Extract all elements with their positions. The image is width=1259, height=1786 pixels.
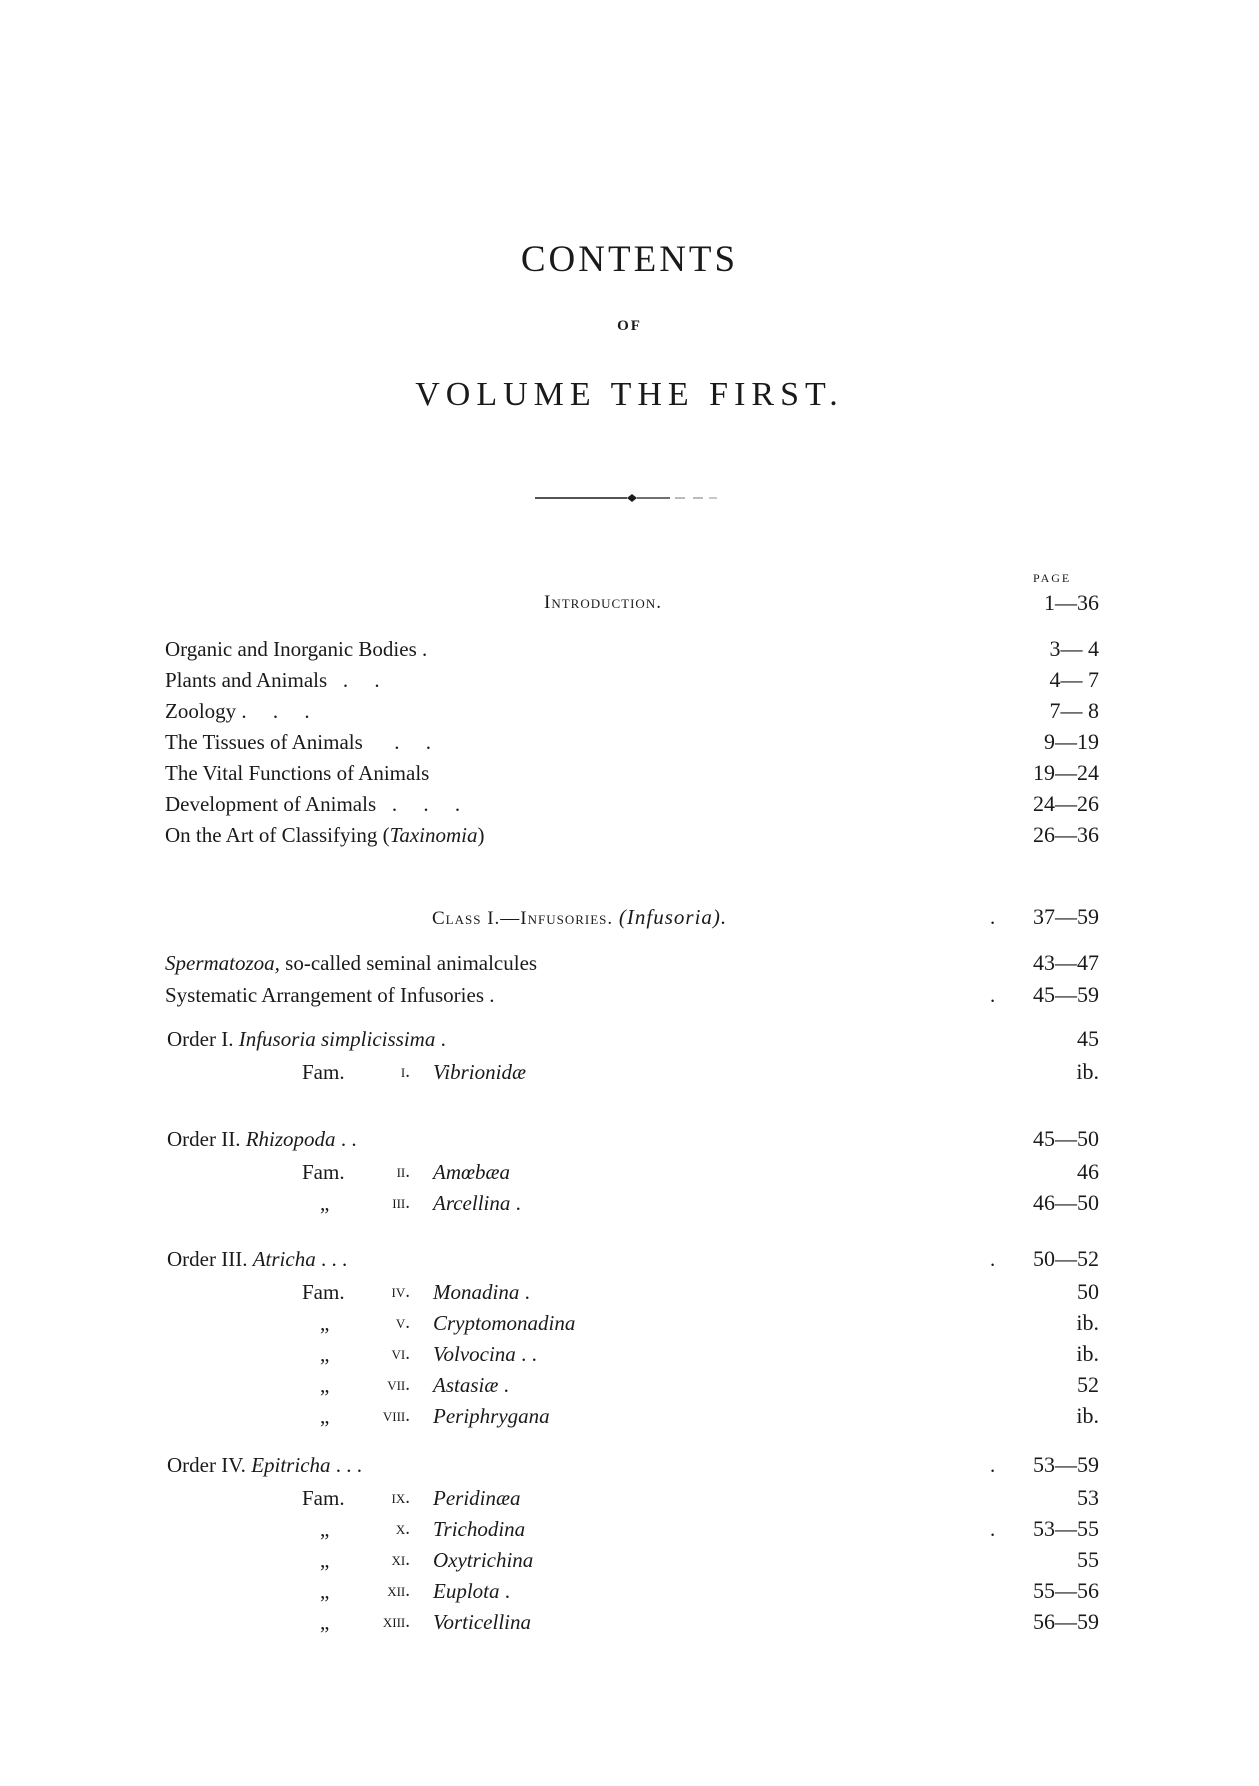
entry-text: The Vital Functions of Animals (165, 761, 430, 785)
leader-dots: . . (327, 668, 380, 692)
family-entry (0, 1370, 1259, 1400)
family-entry (0, 1401, 1259, 1431)
order-title: Order II. (167, 1127, 246, 1151)
entry-italic: Taxinomia (389, 823, 478, 847)
leader-dots: . . . (315, 1247, 348, 1271)
toc-entry (0, 696, 1259, 726)
page-range: 45—50 (1033, 1126, 1099, 1151)
page-title: CONTENTS (520, 239, 739, 280)
order-label (167, 1450, 362, 1480)
volume-title: VOLUME THE FIRST. (415, 376, 844, 413)
family-name: Cryptomonadina (433, 1311, 576, 1335)
family-name-wrap (433, 1308, 575, 1338)
family-name-wrap (433, 1157, 510, 1187)
family-prefix: Fam. (302, 1486, 345, 1510)
section-heading-label (432, 902, 727, 934)
order-label (167, 1244, 347, 1274)
family-number: vi. (391, 1343, 410, 1364)
family-entry (0, 1339, 1259, 1369)
family-name: Vorticellina (433, 1610, 531, 1634)
entry-text: On the Art of Classifying ( (165, 823, 390, 847)
entry-label (165, 789, 460, 819)
entry-label (165, 980, 495, 1010)
order-entry (0, 1450, 1259, 1480)
page-range: 45—59 (1033, 982, 1099, 1007)
leader-dots: . (510, 1191, 521, 1215)
family-name: Vibrionidæ (433, 1060, 526, 1084)
page-range: 52 (1077, 1372, 1099, 1397)
family-entry (0, 1545, 1259, 1575)
entry-text: so-called seminal animalcules (279, 951, 538, 975)
order-name: Infusoria simplicissima (238, 1027, 436, 1051)
entry-text: Systematic Arrangement of Infusories (165, 983, 484, 1007)
leader-dots: . (416, 637, 428, 661)
class-heading-italic: (Infusoria). (618, 905, 728, 929)
toc-entry (0, 789, 1259, 819)
leader-dots: . (499, 1579, 510, 1603)
page-range: 24—26 (1033, 791, 1099, 816)
entry-label (165, 948, 537, 978)
family-number: v. (395, 1312, 410, 1333)
family-name: Astasiæ (433, 1373, 499, 1397)
family-name: Euplota (433, 1579, 500, 1603)
page-range: 53—59 (1033, 1452, 1099, 1477)
leader-dots: . (435, 1027, 446, 1051)
family-number: iv. (391, 1281, 410, 1302)
toc-entry (0, 665, 1259, 695)
family-entry (0, 1607, 1259, 1637)
order-name: Rhizopoda (245, 1127, 336, 1151)
page-range: 4— 7 (1049, 667, 1099, 692)
title-of: OF (617, 318, 642, 334)
family-name: Oxytrichina (433, 1548, 534, 1572)
page-range: 55 (1077, 1547, 1099, 1572)
page-range: ib. (1076, 1403, 1099, 1428)
entry-italic: Spermatozoa, (165, 951, 280, 975)
family-prefix: „ (320, 1342, 330, 1366)
leader-dot: . (990, 1247, 996, 1271)
order-title: Order III. (167, 1247, 253, 1271)
leader-dots: . (519, 1280, 530, 1304)
leader-dot: . (990, 1453, 996, 1477)
toc-entry (0, 948, 1259, 978)
leader-dots: . . . (376, 792, 461, 816)
leader-dots: . (498, 1373, 509, 1397)
page-range: 9—19 (1044, 729, 1099, 754)
entry-label (165, 758, 429, 788)
leader-dots: . . (335, 1127, 357, 1151)
family-name-wrap (433, 1188, 521, 1218)
family-name-wrap (433, 1401, 550, 1431)
family-number: xiii. (382, 1611, 410, 1632)
entry-label (165, 696, 310, 726)
section-heading-introduction (0, 588, 1259, 618)
page-range: 53 (1077, 1485, 1099, 1510)
page-range: 3— 4 (1049, 636, 1099, 661)
family-name: Monadina (433, 1280, 520, 1304)
family-name: Peridinæa (433, 1486, 521, 1510)
family-name-wrap (433, 1370, 509, 1400)
leader-dots: . . . (330, 1453, 363, 1477)
entry-text-after: ) (477, 823, 485, 847)
family-prefix: Fam. (302, 1060, 345, 1084)
page-range: 50—52 (1033, 1246, 1099, 1271)
toc-entry (0, 758, 1259, 788)
family-number: xii. (387, 1580, 410, 1601)
page-range: 37—59 (1033, 904, 1099, 929)
family-prefix: „ (320, 1404, 330, 1428)
page-range: 19—24 (1033, 760, 1099, 785)
entry-label (165, 820, 484, 850)
toc-entry (0, 820, 1259, 850)
toc-entry (0, 980, 1259, 1010)
family-number: viii. (382, 1405, 410, 1426)
family-name-wrap (433, 1514, 525, 1544)
page-range: 43—47 (1033, 950, 1099, 975)
entry-label (165, 634, 427, 664)
page-range: 53—55 (1033, 1516, 1099, 1541)
family-prefix: „ (320, 1311, 330, 1335)
leader-dot: . (990, 1517, 996, 1541)
page-range: ib. (1076, 1341, 1099, 1366)
entry-text: Organic and Inorganic Bodies (165, 637, 417, 661)
family-entry (0, 1308, 1259, 1338)
entry-text: The Tissues of Animals (165, 730, 363, 754)
page-range: 50 (1077, 1279, 1099, 1304)
order-label (167, 1124, 357, 1154)
family-number: iii. (392, 1192, 410, 1213)
family-number: x. (395, 1518, 410, 1539)
family-number: xi. (391, 1549, 410, 1570)
page-range: ib. (1076, 1059, 1099, 1084)
leader-dots: . (484, 983, 495, 1007)
page-range: ib. (1076, 1310, 1099, 1335)
leader-dots: . . . (236, 699, 310, 723)
section-heading-class-1 (0, 902, 1259, 932)
family-name: Trichodina (433, 1517, 526, 1541)
family-number: vii. (387, 1374, 410, 1395)
family-name-wrap (433, 1607, 531, 1637)
ornament-divider-icon (535, 492, 735, 504)
family-name-wrap (433, 1483, 521, 1513)
entry-label (165, 665, 380, 695)
page-column-header: PAGE (1033, 571, 1072, 585)
family-prefix: „ (320, 1579, 330, 1603)
order-entry (0, 1244, 1259, 1274)
family-number: i. (400, 1061, 410, 1082)
toc-entry (0, 634, 1259, 664)
family-name-wrap (433, 1057, 526, 1087)
entry-text: Development of Animals (165, 792, 377, 816)
family-number: ii. (396, 1161, 410, 1182)
toc-entry (0, 727, 1259, 757)
page-range: 26—36 (1033, 822, 1099, 847)
family-prefix: „ (320, 1373, 330, 1397)
entry-text: Plants and Animals (165, 668, 328, 692)
family-name-wrap (433, 1576, 510, 1606)
leader-dots: . . (362, 730, 432, 754)
family-name-wrap (433, 1545, 533, 1575)
order-title: Order IV. (167, 1453, 252, 1477)
family-prefix: „ (320, 1610, 330, 1634)
leader-dot: . (990, 983, 996, 1007)
page-range: 56—59 (1033, 1609, 1099, 1634)
family-number: ix. (391, 1487, 410, 1508)
page-range: 55—56 (1033, 1578, 1099, 1603)
family-prefix: „ (320, 1517, 330, 1541)
page-range: 45 (1077, 1026, 1099, 1051)
family-entry (0, 1057, 1259, 1087)
page-range: 46—50 (1033, 1190, 1099, 1215)
page-range: 1—36 (1044, 590, 1099, 615)
section-heading-label: Introduction. (544, 592, 662, 613)
family-name: Volvocina (433, 1342, 516, 1366)
leader-dot: . (990, 905, 996, 929)
order-name: Atricha (252, 1247, 316, 1271)
family-entry (0, 1157, 1259, 1187)
family-prefix: „ (320, 1548, 330, 1572)
family-entry (0, 1277, 1259, 1307)
family-prefix: Fam. (302, 1160, 345, 1184)
family-name: Periphrygana (433, 1404, 550, 1428)
family-prefix: Fam. (302, 1280, 345, 1304)
order-entry (0, 1124, 1259, 1154)
entry-text: Zoology (165, 699, 237, 723)
family-name: Arcellina (433, 1191, 511, 1215)
page-range: 7— 8 (1049, 698, 1099, 723)
family-entry (0, 1576, 1259, 1606)
order-title: Order I. (167, 1027, 239, 1051)
order-label (167, 1024, 446, 1054)
family-name: Amœbæa (433, 1160, 511, 1184)
order-name: Epitricha (251, 1453, 331, 1477)
family-entry (0, 1483, 1259, 1513)
order-entry (0, 1024, 1259, 1054)
family-name-wrap (433, 1277, 530, 1307)
page-range: 46 (1077, 1159, 1099, 1184)
family-name-wrap (433, 1339, 537, 1369)
family-entry (0, 1514, 1259, 1544)
family-prefix: „ (320, 1191, 330, 1215)
family-entry (0, 1188, 1259, 1218)
entry-label (165, 727, 431, 757)
class-heading-roman: Class I.—Infusories. (432, 908, 614, 929)
leader-dots: . . (515, 1342, 537, 1366)
